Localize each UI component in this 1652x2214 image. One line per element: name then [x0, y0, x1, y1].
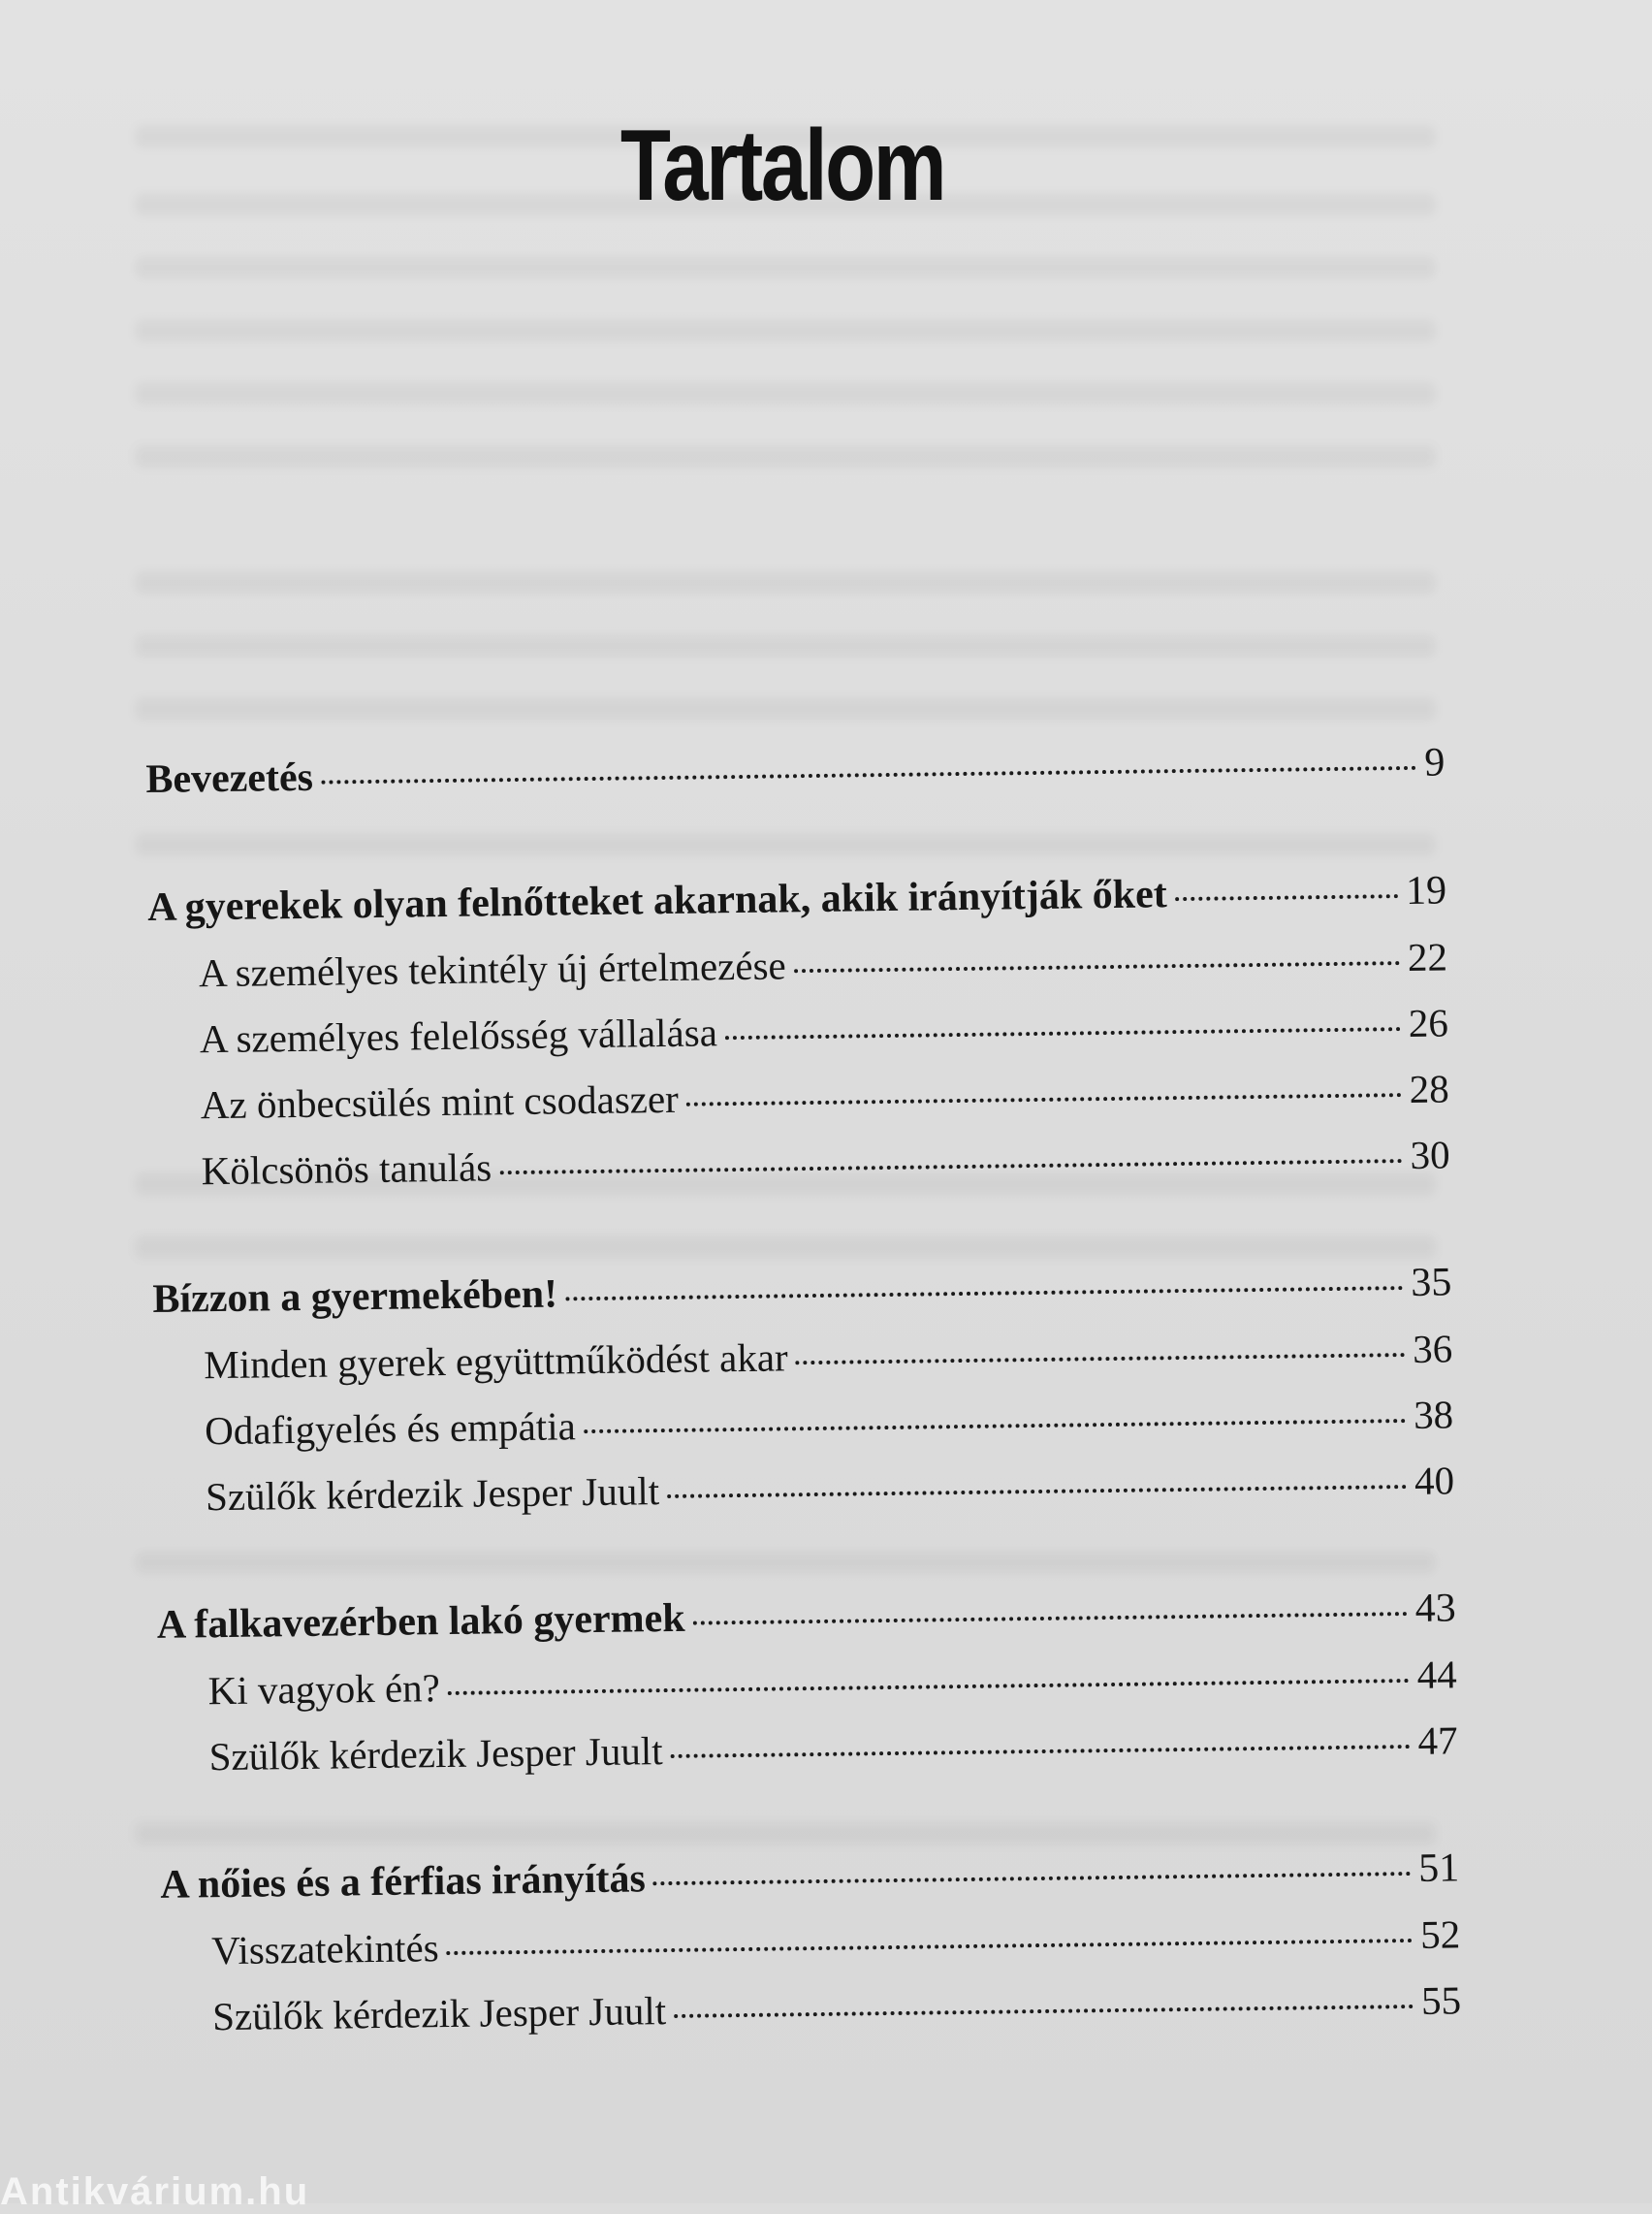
show-through-line: [136, 572, 1435, 594]
toc-entry-title: Odafigyelés és empátia: [204, 1403, 577, 1454]
toc-entry-title: Szülők kérdezik Jesper Juult: [211, 1988, 667, 2039]
toc-entry-title: A nőies és a férfias irányítás: [160, 1856, 647, 1908]
toc-entry-title: Ki vagyok én?: [207, 1665, 441, 1714]
toc-entry-title: Szülők kérdezik Jesper Juult: [205, 1468, 660, 1520]
toc-entry-title: A falkavezérben lakó gyermek: [156, 1595, 685, 1648]
dot-leader: [671, 1745, 1411, 1758]
toc-entry-title: Bízzon a gyermekében!: [152, 1271, 558, 1322]
dot-leader: [447, 1939, 1414, 1955]
toc-entry-title: Minden gyerek együttműködést akar: [204, 1334, 788, 1388]
dot-leader: [693, 1612, 1408, 1625]
toc-page-number: 19: [1405, 868, 1447, 914]
dot-leader: [499, 1159, 1402, 1174]
toc-entry-title: Az önbecsülés mint csodaszer: [200, 1075, 680, 1128]
toc-page-number: 35: [1411, 1260, 1452, 1305]
dot-leader: [725, 1027, 1401, 1040]
toc-page-number: 38: [1413, 1392, 1454, 1437]
dot-leader: [653, 1872, 1412, 1885]
dot-leader: [794, 961, 1400, 973]
toc-entry-title: A személyes tekintély új értelmezése: [198, 943, 786, 996]
toc-page-number: 22: [1407, 934, 1448, 979]
toc-page-number: 40: [1414, 1458, 1455, 1503]
dot-leader: [796, 1353, 1406, 1364]
toc-entry-title: Bevezetés: [145, 754, 314, 802]
dot-leader: [584, 1419, 1406, 1433]
dot-leader: [686, 1093, 1402, 1107]
toc-page-number: 36: [1412, 1326, 1453, 1371]
show-through-line: [136, 257, 1435, 278]
page-title: Tartalom: [620, 110, 945, 222]
dot-leader: [674, 2005, 1414, 2018]
toc-page-number: 9: [1424, 740, 1446, 786]
dot-leader: [448, 1679, 1410, 1695]
toc-page-number: 26: [1408, 1000, 1449, 1045]
dot-leader: [321, 766, 1416, 785]
toc-entry-title: A gyerekek olyan felnőtteket akarnak, akik irányítják őket: [146, 872, 1167, 930]
show-through-line: [136, 635, 1435, 657]
toc-page-number: 51: [1417, 1845, 1460, 1891]
toc-entry-title: Kölcsönös tanulás: [201, 1144, 492, 1194]
show-through-line: [136, 446, 1435, 467]
toc-page-number: 47: [1417, 1717, 1458, 1763]
show-through-line: [136, 698, 1435, 720]
toc-page-number: 52: [1419, 1911, 1461, 1957]
toc-page-number: 44: [1416, 1652, 1457, 1697]
toc-entry-title: Visszatekintés: [210, 1925, 439, 1973]
show-through-line: [136, 383, 1435, 404]
dot-leader: [667, 1485, 1407, 1498]
toc-entry-title: A személyes felelősség vállalása: [199, 1010, 718, 1062]
toc-page-number: 30: [1410, 1132, 1450, 1177]
toc-entry-title: Szülők kérdezik Jesper Juult: [208, 1728, 663, 1780]
dot-leader: [1175, 894, 1398, 901]
toc-page-number: 43: [1414, 1586, 1457, 1631]
toc-page-number: 55: [1420, 1977, 1462, 2023]
show-through-line: [136, 320, 1435, 341]
toc-page-number: 28: [1409, 1066, 1450, 1111]
table-of-contents: [145, 729, 1461, 2049]
dot-leader: [565, 1286, 1403, 1300]
watermark: Antikvárium.hu: [0, 2170, 310, 2213]
toc-entry: [145, 729, 1446, 813]
